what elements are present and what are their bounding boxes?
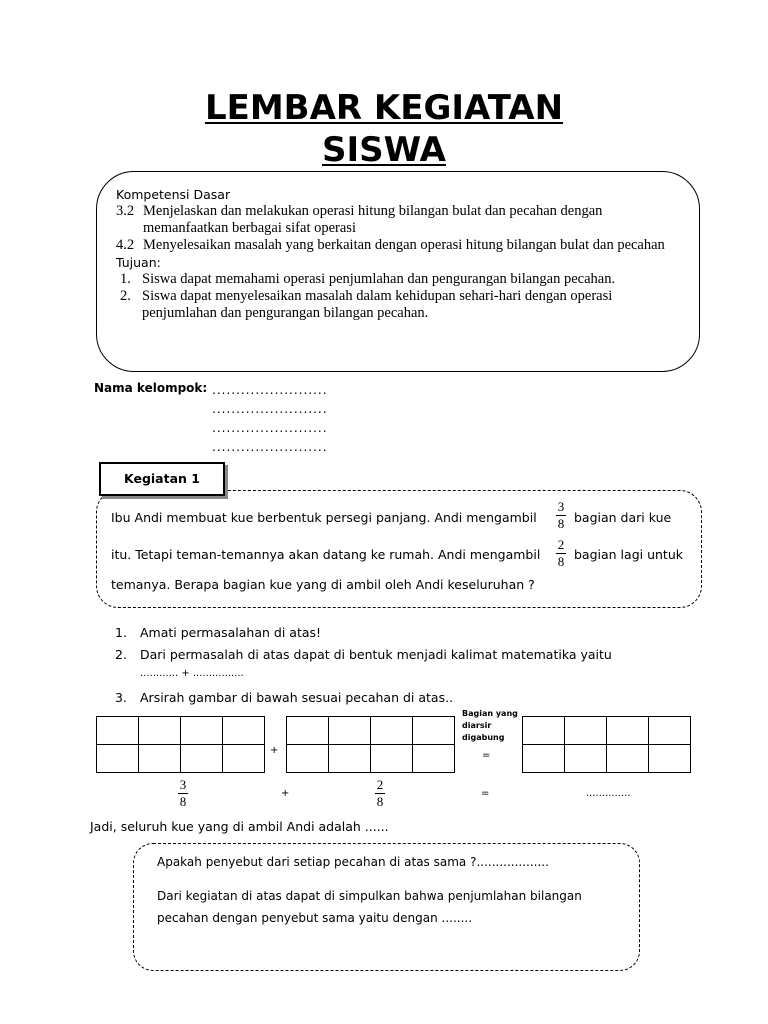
fraction-denominator: 8: [376, 794, 384, 809]
story-line2b: bagian lagi untuk: [574, 547, 683, 562]
group-name-label: Nama kelompok:: [94, 381, 208, 395]
competency-item-num: 3.2: [116, 203, 135, 219]
fraction-denominator: 8: [557, 554, 565, 569]
step-item: [115, 647, 612, 662]
plus-sign: +: [270, 745, 279, 756]
step-text: Dari permasalah di atas dapat di bentuk menjadi kalimat matematika yaitu: [140, 647, 612, 662]
group-name-field[interactable]: ........................: [212, 421, 328, 435]
page-title-line2: SISWA: [322, 130, 446, 170]
competency-item-text: Menjelaskan dan melakukan operasi hitung bilangan bulat dan pecahan dengan memanfaatkan berbagai sifat operasi: [143, 203, 603, 236]
competency-content: [116, 186, 676, 322]
fraction-numerator: 3: [557, 499, 565, 514]
fraction-grid-middle[interactable]: [286, 716, 455, 773]
page-title-line1: LEMBAR KEGIATAN: [204, 88, 564, 128]
group-name-field[interactable]: ........................: [212, 440, 328, 454]
story-line1a: Ibu Andi membuat kue berbentuk persegi panjang. Andi mengambil: [111, 510, 537, 525]
goal-item-num: 1.: [120, 271, 131, 287]
competency-heading: Kompetensi Dasar: [116, 187, 231, 202]
story-line3: temanya. Berapa bagian kue yang di ambil oleh Andi keseluruhan ?: [111, 577, 535, 592]
math-sentence-blank[interactable]: ............ + ................: [140, 668, 244, 679]
goal-item-text: Siswa dapat memahami operasi penjumlahan dan pengurangan bilangan pecahan.: [142, 271, 616, 287]
step-num: 2.: [115, 647, 127, 662]
goal-item-num: 2.: [120, 288, 131, 304]
step-num: 1.: [115, 625, 127, 640]
story-line1b: bagian dari kue: [574, 510, 672, 525]
fraction-3-8: [556, 500, 566, 531]
step-item: [115, 690, 453, 705]
reflection-line1: Dari kegiatan di atas dapat di simpulkan bahwa penjumlahan bilangan: [157, 889, 582, 903]
goal-item-text: Siswa dapat menyelesaikan masalah dalam kehidupan sehari-hari dengan operasi penjumlahan dan pengurangan bilangan pecahan.: [142, 288, 613, 321]
competency-item-text: Menyelesaikan masalah yang berkaitan dengan operasi hitung bilangan bulat dan pecahan: [143, 237, 665, 253]
goal-item: [116, 271, 676, 288]
competency-item: [116, 203, 676, 237]
competency-item-num: 4.2: [116, 237, 135, 253]
group-name-field[interactable]: ........................: [212, 402, 328, 416]
fraction-2-8: [375, 778, 385, 809]
shading-note-line: Bagian yang: [462, 709, 518, 718]
step-text: Arsirah gambar di bawah sesuai pecahan di atas..: [140, 690, 454, 705]
reflection-question: Apakah penyebut dari setiap pecahan di atas sama ?...................: [157, 855, 549, 869]
fraction-denominator: 8: [179, 794, 187, 809]
fraction-3-8: [178, 778, 188, 809]
shading-note: [462, 708, 518, 744]
fraction-2-8: [556, 538, 566, 569]
result-blank[interactable]: ..............: [586, 788, 631, 799]
step-text: Amati permasalahan di atas!: [140, 625, 322, 640]
step-item[interactable]: [115, 668, 244, 679]
shading-note-line: diarsir: [462, 721, 492, 730]
goal-item: [116, 288, 676, 322]
activity-tab: Kegiatan 1: [99, 462, 225, 496]
fraction-denominator: 8: [557, 516, 565, 531]
competency-item: [116, 237, 676, 254]
fraction-grid-result[interactable]: [522, 716, 691, 773]
fraction-numerator: 2: [376, 777, 384, 792]
conclusion-line: Jadi, seluruh kue yang di ambil Andi adalah ......: [90, 819, 389, 834]
fraction-numerator: 3: [179, 777, 187, 792]
reflection-line2: pecahan dengan penyebut sama yaitu dengan ........: [157, 911, 473, 925]
equals-sign: =: [482, 750, 491, 761]
step-item: [115, 625, 321, 640]
fraction-numerator: 2: [557, 537, 565, 552]
story-line2a: itu. Tetapi teman-temannya akan datang ke rumah. Andi mengambil: [111, 547, 541, 562]
shading-note-line: digabung: [462, 733, 505, 742]
goal-heading: Tujuan:: [116, 255, 161, 270]
equals-sign: =: [481, 788, 490, 799]
group-name-field[interactable]: ........................: [212, 383, 328, 397]
fraction-grid-left[interactable]: [96, 716, 265, 773]
plus-sign: +: [281, 788, 290, 799]
step-num: 3.: [115, 690, 127, 705]
